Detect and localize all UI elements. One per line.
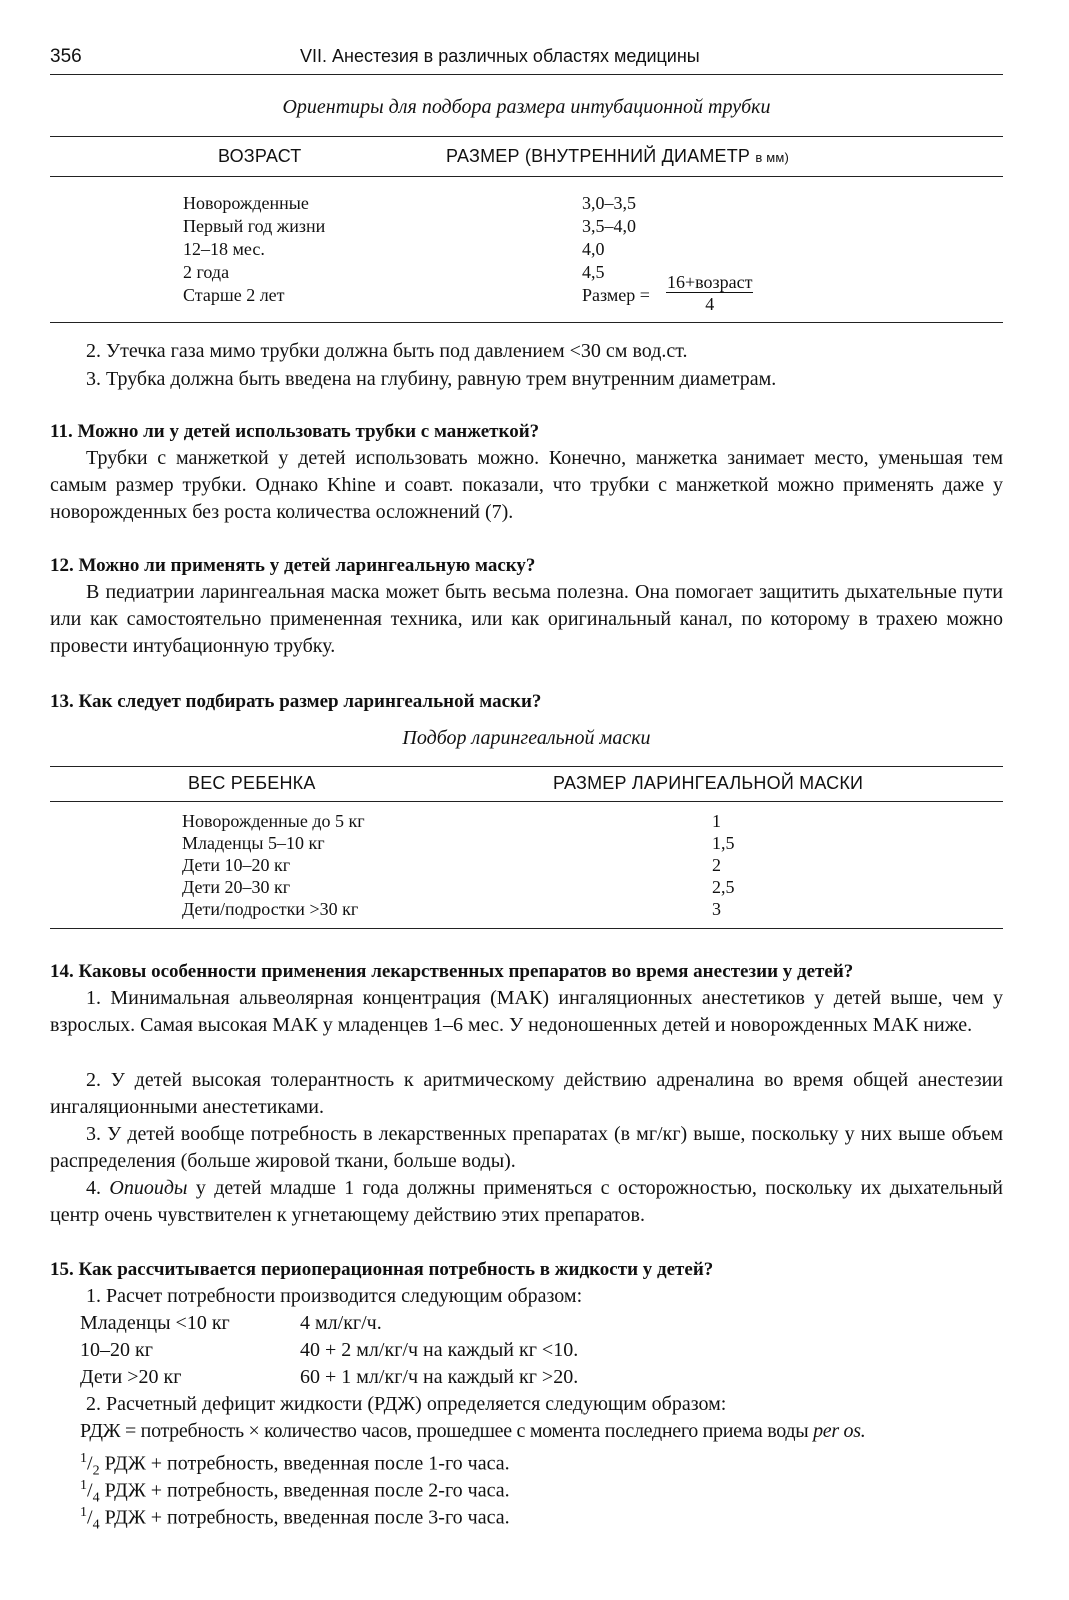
table2-size-cell: 2,5: [712, 877, 735, 897]
question-14-point-1: 1. Минимальная альвеолярная концентрация (МАК) ингаляционных анестетиков у детей выше, чем у взрослых. Самая высокая МАК у младенцев 1–6 мес. У недоношенных детей и новорожденных МАК ниже.: [50, 987, 1003, 1036]
table1-size-cell: 3,5–4,0: [582, 216, 636, 236]
step-fraction-den: 4: [92, 1490, 100, 1506]
table2-weight-cell: Дети 10–20 кг: [182, 855, 291, 875]
question-14-point-4: [50, 1175, 1003, 1229]
fluid-group-label: Младенцы <10 кг: [80, 1312, 230, 1334]
table1-age-cell: Новорожденные: [183, 193, 309, 213]
running-head: [50, 40, 1003, 75]
table1-header-rule: [50, 176, 1003, 177]
page-number: 356: [50, 46, 82, 67]
table1-caption: Ориентиры для подбора размера интубационной трубки: [282, 96, 771, 118]
table2-header-weight: ВЕС РЕБЕНКА: [188, 773, 316, 793]
table1-header-size: [446, 146, 789, 167]
fluid-group-label: 10–20 кг: [80, 1339, 153, 1361]
step-text: РДЖ + потребность, введенная после 2-го часа.: [104, 1479, 510, 1502]
step-text: РДЖ + потребность, введенная после 3-го часа.: [104, 1506, 510, 1529]
deficit-formula-text: РДЖ = потребность × количество часов, прошедшее с момента последнего приема воды: [80, 1420, 809, 1442]
question-11-title: 11. Можно ли у детей использовать трубки с манжеткой?: [50, 421, 540, 442]
table2-top-rule: [50, 766, 1003, 767]
per-os-term: per os.: [813, 1420, 866, 1442]
question-14-point-2: 2. У детей высокая толерантность к аритмическому действию адреналина во время общей анестезии ингаляционными анестетиками.: [50, 1069, 1003, 1118]
deficit-step: $^1/_4$ РДЖ + потребность, введенная после 2-го часа.: [80, 1478, 510, 1506]
deficit-intro: 2. Расчетный дефицит жидкости (РДЖ) определяется следующим образом:: [86, 1393, 727, 1415]
table1-age-cell: 12–18 мес.: [183, 239, 265, 259]
table1-age-cell: 2 года: [183, 262, 230, 282]
table2-size-cell: 2: [712, 855, 721, 875]
table1-size-column: [582, 192, 650, 307]
step-fraction-num: 1: [80, 1478, 87, 1493]
table2-weight-cell: Младенцы 5–10 кг: [182, 833, 325, 853]
table1-header-size-unit: в мм): [755, 150, 790, 165]
point-4-text: у детей младше 1 года должны применяться с осторожностью, поскольку их дыхательный центр очень чувствителен к угнетающему действию этих препаратов.: [50, 1177, 1004, 1226]
table2-size-cell: 3: [712, 899, 721, 919]
table2-size-column: [712, 810, 735, 920]
step-text: РДЖ + потребность, введенная после 1-го часа.: [104, 1452, 510, 1475]
step-fraction-num: 1: [80, 1451, 87, 1466]
table1-header-age: ВОЗРАСТ: [218, 146, 302, 166]
table1-top-rule: [50, 136, 1003, 137]
table1-age-column: [183, 192, 325, 307]
table1-size-cell: 4,0: [582, 239, 605, 259]
question-15-title: 15. Как рассчитывается периоперационная потребность в жидкости у детей?: [50, 1259, 714, 1280]
table2-weight-cell: Дети 20–30 кг: [182, 877, 291, 897]
question-12-title: 12. Можно ли применять у детей ларингеальную маску?: [50, 555, 536, 576]
table2-weight-column: [182, 810, 365, 920]
tube-depth-note: 3. Трубка должна быть введена на глубину, равную трем внутренним диаметрам.: [86, 368, 777, 390]
table2-weight-cell: Дети/подростки >30 кг: [182, 899, 359, 919]
table2-header-rule: [50, 801, 1003, 802]
table1-age-cell: Старше 2 лет: [183, 285, 285, 305]
deficit-step: $^1/_4$ РДЖ + потребность, введенная после 3-го часа.: [80, 1505, 510, 1533]
table2-bottom-rule: [50, 928, 1003, 929]
size-formula-denominator: 4: [705, 294, 715, 314]
fluid-group-value: 40 + 2 мл/кг/ч на каждый кг <10.: [300, 1339, 579, 1361]
question-12-answer: В педиатрии ларингеальная маска может быть весьма полезна. Она помогает защитить дыхательные пути или как самостоятельно примененная техника, или как оригинальный канал, по которому в трахею можно провести интубационную трубку.: [50, 581, 1003, 657]
table1-header-size-text: РАЗМЕР (ВНУТРЕННИЙ ДИАМЕТР: [446, 146, 751, 166]
question-13-title: 13. Как следует подбирать размер ларингеальной маски?: [50, 691, 542, 712]
table1-size-cell: 4,5: [582, 262, 605, 282]
size-formula-numerator: 16+возраст: [667, 272, 753, 292]
step-fraction-den: 4: [92, 1517, 100, 1533]
table2-size-cell: 1,5: [712, 833, 735, 853]
step-fraction-den: 2: [92, 1463, 100, 1479]
table2-size-cell: 1: [712, 811, 721, 831]
fluid-need-intro: 1. Расчет потребности производится следующим образом:: [86, 1285, 583, 1307]
deficit-step: $^1/_2$ РДЖ + потребность, введенная после 1-го часа.: [80, 1451, 510, 1479]
table1-size-cell: Размер =: [582, 285, 650, 305]
gas-leak-note: 2. Утечка газа мимо трубки должна быть под давлением <30 см вод.ст.: [86, 340, 688, 362]
table2-caption: Подбор ларингеальной маски: [402, 727, 651, 749]
table1-size-cell: 3,0–3,5: [582, 193, 636, 213]
question-14-title: 14. Каковы особенности применения лекарственных препаратов во время анестезии у детей?: [50, 961, 854, 982]
table1-bottom-rule: [50, 322, 1003, 323]
table2-header-size: РАЗМЕР ЛАРИНГЕАЛЬНОЙ МАСКИ: [553, 773, 864, 793]
fluid-group-value: 4 мл/кг/ч.: [300, 1312, 382, 1334]
deficit-formula: [80, 1418, 865, 1445]
table2-weight-cell: Новорожденные до 5 кг: [182, 811, 365, 831]
step-fraction-num: 1: [80, 1505, 87, 1520]
question-14-point-3: 3. У детей вообще потребность в лекарственных препаратах (в мг/кг) выше, поскольку у них выше объем распределения (больше жировой ткани, больше воды).: [50, 1123, 1003, 1172]
fluid-group-label: Дети >20 кг: [80, 1366, 182, 1388]
point-4-number: 4.: [86, 1177, 101, 1199]
table1-age-cell: Первый год жизни: [183, 216, 326, 236]
fluid-group-value: 60 + 1 мл/кг/ч на каждый кг >20.: [300, 1366, 579, 1388]
chapter-title: VII. Анестезия в различных областях медицины: [300, 46, 700, 66]
size-formula-fraction: [666, 272, 753, 315]
question-11-answer: Трубки с манжеткой у детей использовать можно. Конечно, манжетка занимает место, уменьшая тем самым размер трубки. Однако Khine и соавт. показали, что трубки с манжеткой можно применять даже у новорожденных без роста количества осложнений (7).: [50, 447, 1003, 523]
opioids-term: Опиоиды: [109, 1177, 188, 1199]
